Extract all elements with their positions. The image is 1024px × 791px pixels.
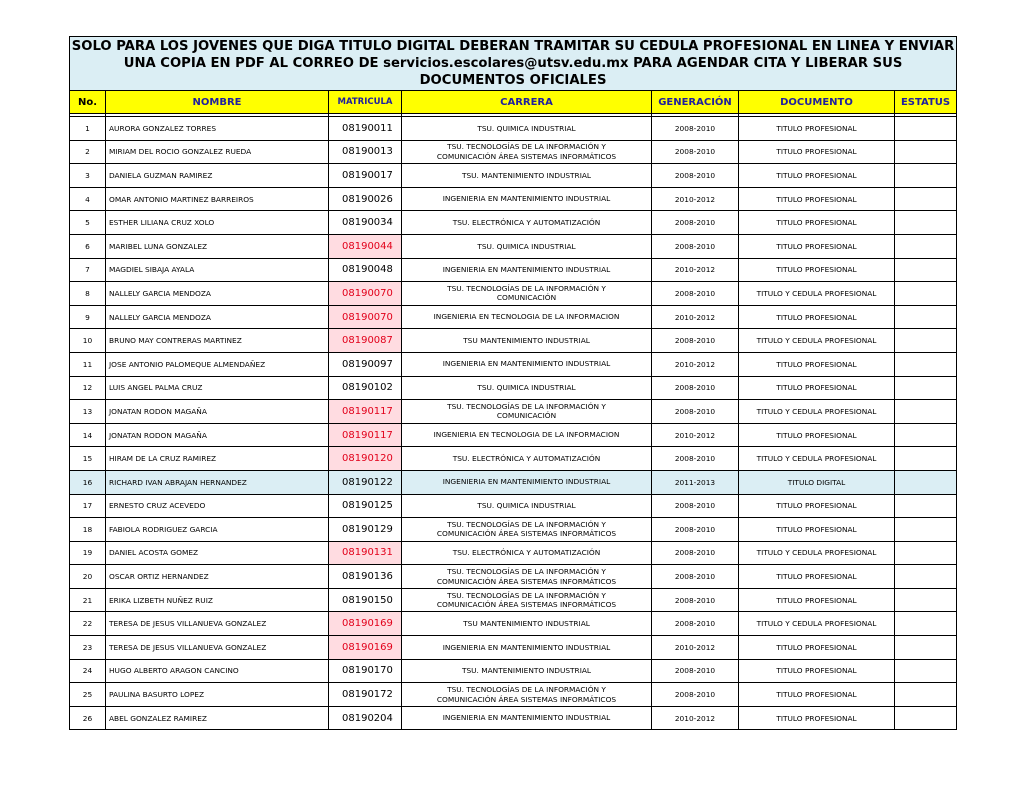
generacion-cell[interactable]: 2010-2012 bbox=[652, 187, 739, 211]
table-row[interactable] bbox=[70, 400, 957, 424]
carrera-cell[interactable] bbox=[402, 305, 652, 329]
table-row[interactable] bbox=[70, 282, 957, 306]
generacion-cell[interactable]: 2008-2010 bbox=[652, 329, 739, 353]
nombre-cell[interactable]: MAGDIEL SIBAJA AYALA bbox=[106, 258, 329, 282]
estatus-cell[interactable] bbox=[895, 683, 957, 707]
matricula-cell[interactable]: 08190102 bbox=[329, 376, 402, 400]
generacion-cell[interactable]: 2008-2010 bbox=[652, 140, 739, 164]
table-row[interactable] bbox=[70, 565, 957, 589]
estatus-cell[interactable] bbox=[895, 400, 957, 424]
row-number-cell[interactable]: 21 bbox=[70, 588, 106, 612]
carrera-line-1: INGENIERIA EN MANTENIMIENTO INDUSTRIAL bbox=[442, 265, 611, 275]
generacion-cell[interactable]: 2011-2013 bbox=[652, 470, 739, 494]
carrera-line-1: TSU. TECNOLOGÍAS DE LA INFORMACIÓN Y bbox=[447, 519, 606, 529]
carrera-line-1: INGENIERIA EN MANTENIMIENTO INDUSTRIAL bbox=[442, 477, 611, 487]
carrera-cell[interactable] bbox=[402, 164, 652, 188]
row-number-cell[interactable]: 24 bbox=[70, 659, 106, 683]
table-row[interactable] bbox=[70, 305, 957, 329]
carrera-line-1: TSU. QUIMICA INDUSTRIAL bbox=[477, 383, 576, 393]
carrera-line-1: INGENIERIA EN MANTENIMIENTO INDUSTRIAL bbox=[442, 194, 611, 204]
carrera-line-1: TSU. TECNOLOGÍAS DE LA INFORMACIÓN Y bbox=[447, 401, 606, 411]
generacion-cell[interactable]: 2008-2010 bbox=[652, 588, 739, 612]
documento-cell[interactable]: TITULO Y CEDULA PROFESIONAL bbox=[739, 329, 895, 353]
generacion-cell[interactable]: 2008-2010 bbox=[652, 117, 739, 141]
nombre-cell[interactable]: DANIEL ACOSTA GOMEZ bbox=[106, 541, 329, 565]
carrera-cell[interactable] bbox=[402, 565, 652, 589]
nombre-cell[interactable]: MIRIAM DEL ROCIO GONZALEZ RUEDA bbox=[106, 140, 329, 164]
row-number-cell[interactable]: 11 bbox=[70, 352, 106, 376]
carrera-line-1: TSU. QUIMICA INDUSTRIAL bbox=[477, 123, 576, 133]
carrera-cell[interactable] bbox=[402, 140, 652, 164]
carrera-line-1: INGENIERIA EN MANTENIMIENTO INDUSTRIAL bbox=[442, 359, 611, 369]
carrera-line-1: INGENIERIA EN TECNOLOGIA DE LA INFORMACION bbox=[433, 312, 620, 322]
carrera-cell[interactable] bbox=[402, 470, 652, 494]
carrera-cell[interactable] bbox=[402, 352, 652, 376]
carrera-line-1: TSU. TECNOLOGÍAS DE LA INFORMACIÓN Y bbox=[447, 567, 606, 577]
table-row[interactable] bbox=[70, 683, 957, 707]
header-nombre[interactable]: NOMBRE bbox=[106, 91, 329, 114]
row-number-cell[interactable]: 22 bbox=[70, 612, 106, 636]
carrera-line-1: TSU. MANTENIMIENTO INDUSTRIAL bbox=[461, 666, 592, 676]
table-row[interactable] bbox=[70, 518, 957, 542]
estatus-cell[interactable] bbox=[895, 494, 957, 518]
spreadsheet-sheet bbox=[69, 36, 956, 730]
header-documento[interactable]: DOCUMENTO bbox=[739, 91, 895, 114]
carrera-line-1: TSU MANTENIMIENTO INDUSTRIAL bbox=[463, 335, 590, 345]
carrera-line-2: COMUNICACIÓN ÁREA SISTEMAS INFORMÁTICOS bbox=[436, 151, 617, 161]
row-number-cell[interactable]: 14 bbox=[70, 423, 106, 447]
documento-cell[interactable]: TITULO PROFESIONAL bbox=[739, 187, 895, 211]
row-number-cell[interactable]: 20 bbox=[70, 565, 106, 589]
generacion-cell[interactable]: 2008-2010 bbox=[652, 234, 739, 258]
documento-cell[interactable]: TITULO PROFESIONAL bbox=[739, 234, 895, 258]
row-number-cell[interactable]: 6 bbox=[70, 234, 106, 258]
table-row[interactable] bbox=[70, 258, 957, 282]
row-number-cell[interactable]: 1 bbox=[70, 117, 106, 141]
table-row[interactable] bbox=[70, 423, 957, 447]
carrera-cell[interactable] bbox=[402, 518, 652, 542]
matricula-cell[interactable]: 08190150 bbox=[329, 588, 402, 612]
row-number-cell[interactable]: 17 bbox=[70, 494, 106, 518]
row-number-cell[interactable]: 9 bbox=[70, 305, 106, 329]
estatus-cell[interactable] bbox=[895, 423, 957, 447]
carrera-cell[interactable] bbox=[402, 612, 652, 636]
carrera-cell[interactable] bbox=[402, 211, 652, 235]
row-number-cell[interactable]: 4 bbox=[70, 187, 106, 211]
carrera-line-1: TSU. TECNOLOGÍAS DE LA INFORMACIÓN Y bbox=[447, 283, 606, 293]
matricula-cell[interactable]: 08190011 bbox=[329, 117, 402, 141]
matricula-cell[interactable]: 08190044 bbox=[329, 234, 402, 258]
header-generacion[interactable]: GENERACIÓN bbox=[652, 91, 739, 114]
documento-cell[interactable]: TITULO DIGITAL bbox=[739, 470, 895, 494]
documento-cell[interactable]: TITULO PROFESIONAL bbox=[739, 376, 895, 400]
estatus-cell[interactable] bbox=[895, 541, 957, 565]
documento-cell[interactable]: TITULO PROFESIONAL bbox=[739, 588, 895, 612]
carrera-line-2: COMUNICACIÓN ÁREA SISTEMAS INFORMÁTICOS bbox=[436, 529, 617, 539]
nombre-cell[interactable]: LUIS ANGEL PALMA CRUZ bbox=[106, 376, 329, 400]
documento-cell[interactable]: TITULO PROFESIONAL bbox=[739, 140, 895, 164]
notice-line-1: SOLO PARA LOS JOVENES QUE DIGA TITULO DIGITAL DEBERAN TRAMITAR SU CEDULA PROFESIONAL EN LINEA Y ENVIAR bbox=[71, 39, 955, 54]
header-estatus[interactable]: ESTATUS bbox=[895, 91, 957, 114]
matricula-cell[interactable]: 08190070 bbox=[329, 282, 402, 306]
generacion-cell[interactable]: 2010-2012 bbox=[652, 305, 739, 329]
matricula-cell[interactable]: 08190172 bbox=[329, 683, 402, 707]
row-number-cell[interactable]: 12 bbox=[70, 376, 106, 400]
nombre-cell[interactable]: FABIOLA RODRIGUEZ GARCIA bbox=[106, 518, 329, 542]
row-number-cell[interactable]: 25 bbox=[70, 683, 106, 707]
carrera-line-1: INGENIERIA EN MANTENIMIENTO INDUSTRIAL bbox=[442, 713, 611, 723]
carrera-line-1: TSU. QUIMICA INDUSTRIAL bbox=[477, 241, 576, 251]
estatus-cell[interactable] bbox=[895, 117, 957, 141]
row-number-cell[interactable]: 5 bbox=[70, 211, 106, 235]
documento-cell[interactable]: TITULO Y CEDULA PROFESIONAL bbox=[739, 612, 895, 636]
matricula-cell[interactable]: 08190170 bbox=[329, 659, 402, 683]
nombre-cell[interactable]: MARIBEL LUNA GONZALEZ bbox=[106, 234, 329, 258]
matricula-cell[interactable]: 08190169 bbox=[329, 636, 402, 660]
carrera-cell[interactable] bbox=[402, 494, 652, 518]
generacion-cell[interactable]: 2008-2010 bbox=[652, 400, 739, 424]
carrera-cell[interactable] bbox=[402, 117, 652, 141]
documento-cell[interactable]: TITULO Y CEDULA PROFESIONAL bbox=[739, 400, 895, 424]
table-row[interactable] bbox=[70, 164, 957, 188]
carrera-cell[interactable] bbox=[402, 659, 652, 683]
table-row[interactable] bbox=[70, 470, 957, 494]
carrera-cell[interactable] bbox=[402, 234, 652, 258]
carrera-cell[interactable] bbox=[402, 187, 652, 211]
generacion-cell[interactable]: 2008-2010 bbox=[652, 565, 739, 589]
notice-line-2: UNA COPIA EN PDF AL CORREO DE servicios.escolares@utsv.edu.mx PARA AGENDAR CITA Y LIBERAR SUS bbox=[123, 56, 903, 71]
carrera-cell[interactable] bbox=[402, 376, 652, 400]
estatus-cell[interactable] bbox=[895, 470, 957, 494]
documento-cell[interactable]: TITULO PROFESIONAL bbox=[739, 352, 895, 376]
nombre-cell[interactable]: TERESA DE JESUS VILLANUEVA GONZALEZ bbox=[106, 612, 329, 636]
generacion-cell[interactable]: 2010-2012 bbox=[652, 423, 739, 447]
documento-cell[interactable]: TITULO PROFESIONAL bbox=[739, 164, 895, 188]
nombre-cell[interactable]: OSCAR ORTIZ HERNANDEZ bbox=[106, 565, 329, 589]
table-row[interactable] bbox=[70, 140, 957, 164]
generacion-cell[interactable]: 2008-2010 bbox=[652, 541, 739, 565]
table-row[interactable] bbox=[70, 541, 957, 565]
documento-cell[interactable]: TITULO PROFESIONAL bbox=[739, 565, 895, 589]
header-row bbox=[70, 91, 957, 114]
generacion-cell[interactable]: 2008-2010 bbox=[652, 494, 739, 518]
row-number-cell[interactable]: 23 bbox=[70, 636, 106, 660]
generacion-cell[interactable]: 2010-2012 bbox=[652, 352, 739, 376]
carrera-line-1: INGENIERIA EN TECNOLOGIA DE LA INFORMACION bbox=[433, 430, 620, 440]
header-matricula[interactable]: MATRICULA bbox=[329, 91, 402, 114]
carrera-line-1: TSU. ELECTRÓNICA Y AUTOMATIZACIÓN bbox=[452, 548, 601, 558]
generacion-cell[interactable]: 2008-2010 bbox=[652, 683, 739, 707]
row-number-cell[interactable]: 16 bbox=[70, 470, 106, 494]
matricula-cell[interactable]: 08190122 bbox=[329, 470, 402, 494]
nombre-cell[interactable]: ESTHER LILIANA CRUZ XOLO bbox=[106, 211, 329, 235]
carrera-line-2: COMUNICACIÓN bbox=[496, 411, 557, 421]
students-table bbox=[69, 36, 957, 730]
nombre-cell[interactable]: HUGO ALBERTO ARAGON CANCINO bbox=[106, 659, 329, 683]
carrera-line-1: TSU. ELECTRÓNICA Y AUTOMATIZACIÓN bbox=[452, 453, 601, 463]
carrera-line-1: TSU. ELECTRÓNICA Y AUTOMATIZACIÓN bbox=[452, 217, 601, 227]
carrera-line-2: COMUNICACIÓN ÁREA SISTEMAS INFORMÁTICOS bbox=[436, 694, 617, 704]
carrera-cell[interactable] bbox=[402, 588, 652, 612]
estatus-cell[interactable] bbox=[895, 140, 957, 164]
matricula-cell[interactable]: 08190013 bbox=[329, 140, 402, 164]
matricula-cell[interactable]: 08190117 bbox=[329, 423, 402, 447]
estatus-cell[interactable] bbox=[895, 376, 957, 400]
carrera-line-2: COMUNICACIÓN ÁREA SISTEMAS INFORMÁTICOS bbox=[436, 576, 617, 586]
carrera-cell[interactable] bbox=[402, 447, 652, 471]
carrera-cell[interactable] bbox=[402, 706, 652, 730]
row-number-cell[interactable]: 15 bbox=[70, 447, 106, 471]
estatus-cell[interactable] bbox=[895, 706, 957, 730]
estatus-cell[interactable] bbox=[895, 305, 957, 329]
table-row[interactable] bbox=[70, 234, 957, 258]
table-row[interactable] bbox=[70, 211, 957, 235]
table-row[interactable] bbox=[70, 187, 957, 211]
carrera-cell[interactable] bbox=[402, 683, 652, 707]
nombre-cell[interactable]: PAULINA BASURTO LOPEZ bbox=[106, 683, 329, 707]
matricula-cell[interactable]: 08190097 bbox=[329, 352, 402, 376]
estatus-cell[interactable] bbox=[895, 588, 957, 612]
estatus-cell[interactable] bbox=[895, 518, 957, 542]
matricula-cell[interactable]: 08190087 bbox=[329, 329, 402, 353]
estatus-cell[interactable] bbox=[895, 565, 957, 589]
carrera-cell[interactable] bbox=[402, 541, 652, 565]
matricula-cell[interactable]: 08190136 bbox=[329, 565, 402, 589]
documento-cell[interactable]: TITULO Y CEDULA PROFESIONAL bbox=[739, 282, 895, 306]
matricula-cell[interactable]: 08190131 bbox=[329, 541, 402, 565]
generacion-cell[interactable]: 2008-2010 bbox=[652, 164, 739, 188]
nombre-cell[interactable]: ABEL GONZALEZ RAMIREZ bbox=[106, 706, 329, 730]
estatus-cell[interactable] bbox=[895, 164, 957, 188]
documento-cell[interactable]: TITULO PROFESIONAL bbox=[739, 423, 895, 447]
table-row[interactable] bbox=[70, 447, 957, 471]
generacion-cell[interactable]: 2010-2012 bbox=[652, 636, 739, 660]
row-number-cell[interactable]: 3 bbox=[70, 164, 106, 188]
estatus-cell[interactable] bbox=[895, 282, 957, 306]
matricula-cell[interactable]: 08190117 bbox=[329, 400, 402, 424]
estatus-cell[interactable] bbox=[895, 258, 957, 282]
table-row[interactable] bbox=[70, 376, 957, 400]
table-row[interactable] bbox=[70, 352, 957, 376]
estatus-cell[interactable] bbox=[895, 636, 957, 660]
notice-line-3: DOCUMENTOS OFICIALES bbox=[419, 73, 607, 88]
carrera-line-1: TSU. QUIMICA INDUSTRIAL bbox=[477, 501, 576, 511]
matricula-cell[interactable]: 08190048 bbox=[329, 258, 402, 282]
generacion-cell[interactable]: 2010-2012 bbox=[652, 258, 739, 282]
table-row[interactable] bbox=[70, 588, 957, 612]
row-number-cell[interactable]: 7 bbox=[70, 258, 106, 282]
estatus-cell[interactable] bbox=[895, 352, 957, 376]
nombre-cell[interactable]: TERESA DE JESUS VILLANUEVA GONZALEZ bbox=[106, 636, 329, 660]
matricula-cell[interactable]: 08190125 bbox=[329, 494, 402, 518]
matricula-cell[interactable]: 08190129 bbox=[329, 518, 402, 542]
documento-cell[interactable]: TITULO PROFESIONAL bbox=[739, 683, 895, 707]
carrera-cell[interactable] bbox=[402, 282, 652, 306]
header-carrera[interactable]: CARRERA bbox=[402, 91, 652, 114]
notice-banner bbox=[70, 37, 957, 91]
documento-cell[interactable]: TITULO PROFESIONAL bbox=[739, 706, 895, 730]
row-number-cell[interactable]: 18 bbox=[70, 518, 106, 542]
carrera-cell[interactable] bbox=[402, 423, 652, 447]
row-number-cell[interactable]: 10 bbox=[70, 329, 106, 353]
estatus-cell[interactable] bbox=[895, 612, 957, 636]
documento-cell[interactable]: TITULO PROFESIONAL bbox=[739, 659, 895, 683]
row-number-cell[interactable]: 26 bbox=[70, 706, 106, 730]
estatus-cell[interactable] bbox=[895, 447, 957, 471]
nombre-cell[interactable]: JOSE ANTONIO PALOMEQUE ALMENDAÑEZ bbox=[106, 352, 329, 376]
nombre-cell[interactable]: JONATAN RODON MAGAÑA bbox=[106, 400, 329, 424]
estatus-cell[interactable] bbox=[895, 234, 957, 258]
estatus-cell[interactable] bbox=[895, 211, 957, 235]
generacion-cell[interactable]: 2008-2010 bbox=[652, 376, 739, 400]
table-row[interactable] bbox=[70, 117, 957, 141]
carrera-line-2: COMUNICACIÓN ÁREA SISTEMAS INFORMÁTICOS bbox=[436, 600, 617, 610]
header-no[interactable]: No. bbox=[70, 91, 106, 114]
documento-cell[interactable]: TITULO PROFESIONAL bbox=[739, 211, 895, 235]
generacion-cell[interactable]: 2008-2010 bbox=[652, 447, 739, 471]
documento-cell[interactable]: TITULO PROFESIONAL bbox=[739, 518, 895, 542]
table-row[interactable] bbox=[70, 329, 957, 353]
matricula-cell[interactable]: 08190026 bbox=[329, 187, 402, 211]
nombre-cell[interactable]: RICHARD IVAN ABRAJAN HERNANDEZ bbox=[106, 470, 329, 494]
generacion-cell[interactable]: 2010-2012 bbox=[652, 706, 739, 730]
table-row[interactable] bbox=[70, 636, 957, 660]
nombre-cell[interactable]: HIRAM DE LA CRUZ RAMIREZ bbox=[106, 447, 329, 471]
estatus-cell[interactable] bbox=[895, 659, 957, 683]
generacion-cell[interactable]: 2008-2010 bbox=[652, 282, 739, 306]
carrera-cell[interactable] bbox=[402, 636, 652, 660]
documento-cell[interactable]: TITULO Y CEDULA PROFESIONAL bbox=[739, 447, 895, 471]
documento-cell[interactable]: TITULO PROFESIONAL bbox=[739, 117, 895, 141]
carrera-line-1: TSU. TECNOLOGÍAS DE LA INFORMACIÓN Y bbox=[447, 685, 606, 695]
nombre-cell[interactable]: ERNESTO CRUZ ACEVEDO bbox=[106, 494, 329, 518]
generacion-cell[interactable]: 2008-2010 bbox=[652, 211, 739, 235]
carrera-cell[interactable] bbox=[402, 329, 652, 353]
row-number-cell[interactable]: 8 bbox=[70, 282, 106, 306]
matricula-cell[interactable]: 08190204 bbox=[329, 706, 402, 730]
documento-cell[interactable]: TITULO PROFESIONAL bbox=[739, 636, 895, 660]
matricula-cell[interactable]: 08190017 bbox=[329, 164, 402, 188]
documento-cell[interactable]: TITULO PROFESIONAL bbox=[739, 258, 895, 282]
nombre-cell[interactable]: NALLELY GARCIA MENDOZA bbox=[106, 305, 329, 329]
carrera-line-1: TSU. MANTENIMIENTO INDUSTRIAL bbox=[461, 170, 592, 180]
carrera-line-1: TSU. TECNOLOGÍAS DE LA INFORMACIÓN Y bbox=[447, 590, 606, 600]
matricula-cell[interactable]: 08190034 bbox=[329, 211, 402, 235]
matricula-cell[interactable]: 08190120 bbox=[329, 447, 402, 471]
carrera-cell[interactable] bbox=[402, 400, 652, 424]
row-number-cell[interactable]: 13 bbox=[70, 400, 106, 424]
documento-cell[interactable]: TITULO PROFESIONAL bbox=[739, 305, 895, 329]
documento-cell[interactable]: TITULO Y CEDULA PROFESIONAL bbox=[739, 541, 895, 565]
nombre-cell[interactable]: DANIELA GUZMAN RAMIREZ bbox=[106, 164, 329, 188]
table-row[interactable] bbox=[70, 659, 957, 683]
table-row[interactable] bbox=[70, 612, 957, 636]
generacion-cell[interactable]: 2008-2010 bbox=[652, 518, 739, 542]
generacion-cell[interactable]: 2008-2010 bbox=[652, 659, 739, 683]
carrera-line-1: TSU MANTENIMIENTO INDUSTRIAL bbox=[463, 619, 590, 629]
row-number-cell[interactable]: 2 bbox=[70, 140, 106, 164]
nombre-cell[interactable]: NALLELY GARCIA MENDOZA bbox=[106, 282, 329, 306]
nombre-cell[interactable]: BRUNO MAY CONTRERAS MARTINEZ bbox=[106, 329, 329, 353]
estatus-cell[interactable] bbox=[895, 187, 957, 211]
nombre-cell[interactable]: JONATAN RODON MAGAÑA bbox=[106, 423, 329, 447]
table-row[interactable] bbox=[70, 706, 957, 730]
generacion-cell[interactable]: 2008-2010 bbox=[652, 612, 739, 636]
carrera-line-1: INGENIERIA EN MANTENIMIENTO INDUSTRIAL bbox=[442, 642, 611, 652]
estatus-cell[interactable] bbox=[895, 329, 957, 353]
matricula-cell[interactable]: 08190169 bbox=[329, 612, 402, 636]
matricula-cell[interactable]: 08190070 bbox=[329, 305, 402, 329]
row-number-cell[interactable]: 19 bbox=[70, 541, 106, 565]
nombre-cell[interactable]: OMAR ANTONIO MARTINEZ BARREIROS bbox=[106, 187, 329, 211]
carrera-line-1: TSU. TECNOLOGÍAS DE LA INFORMACIÓN Y bbox=[447, 142, 606, 152]
carrera-line-2: COMUNICACIÓN bbox=[496, 293, 557, 303]
carrera-cell[interactable] bbox=[402, 258, 652, 282]
nombre-cell[interactable]: AURORA GONZALEZ TORRES bbox=[106, 117, 329, 141]
nombre-cell[interactable]: ERIKA LIZBETH NUÑEZ RUIZ bbox=[106, 588, 329, 612]
table-row[interactable] bbox=[70, 494, 957, 518]
documento-cell[interactable]: TITULO PROFESIONAL bbox=[739, 494, 895, 518]
